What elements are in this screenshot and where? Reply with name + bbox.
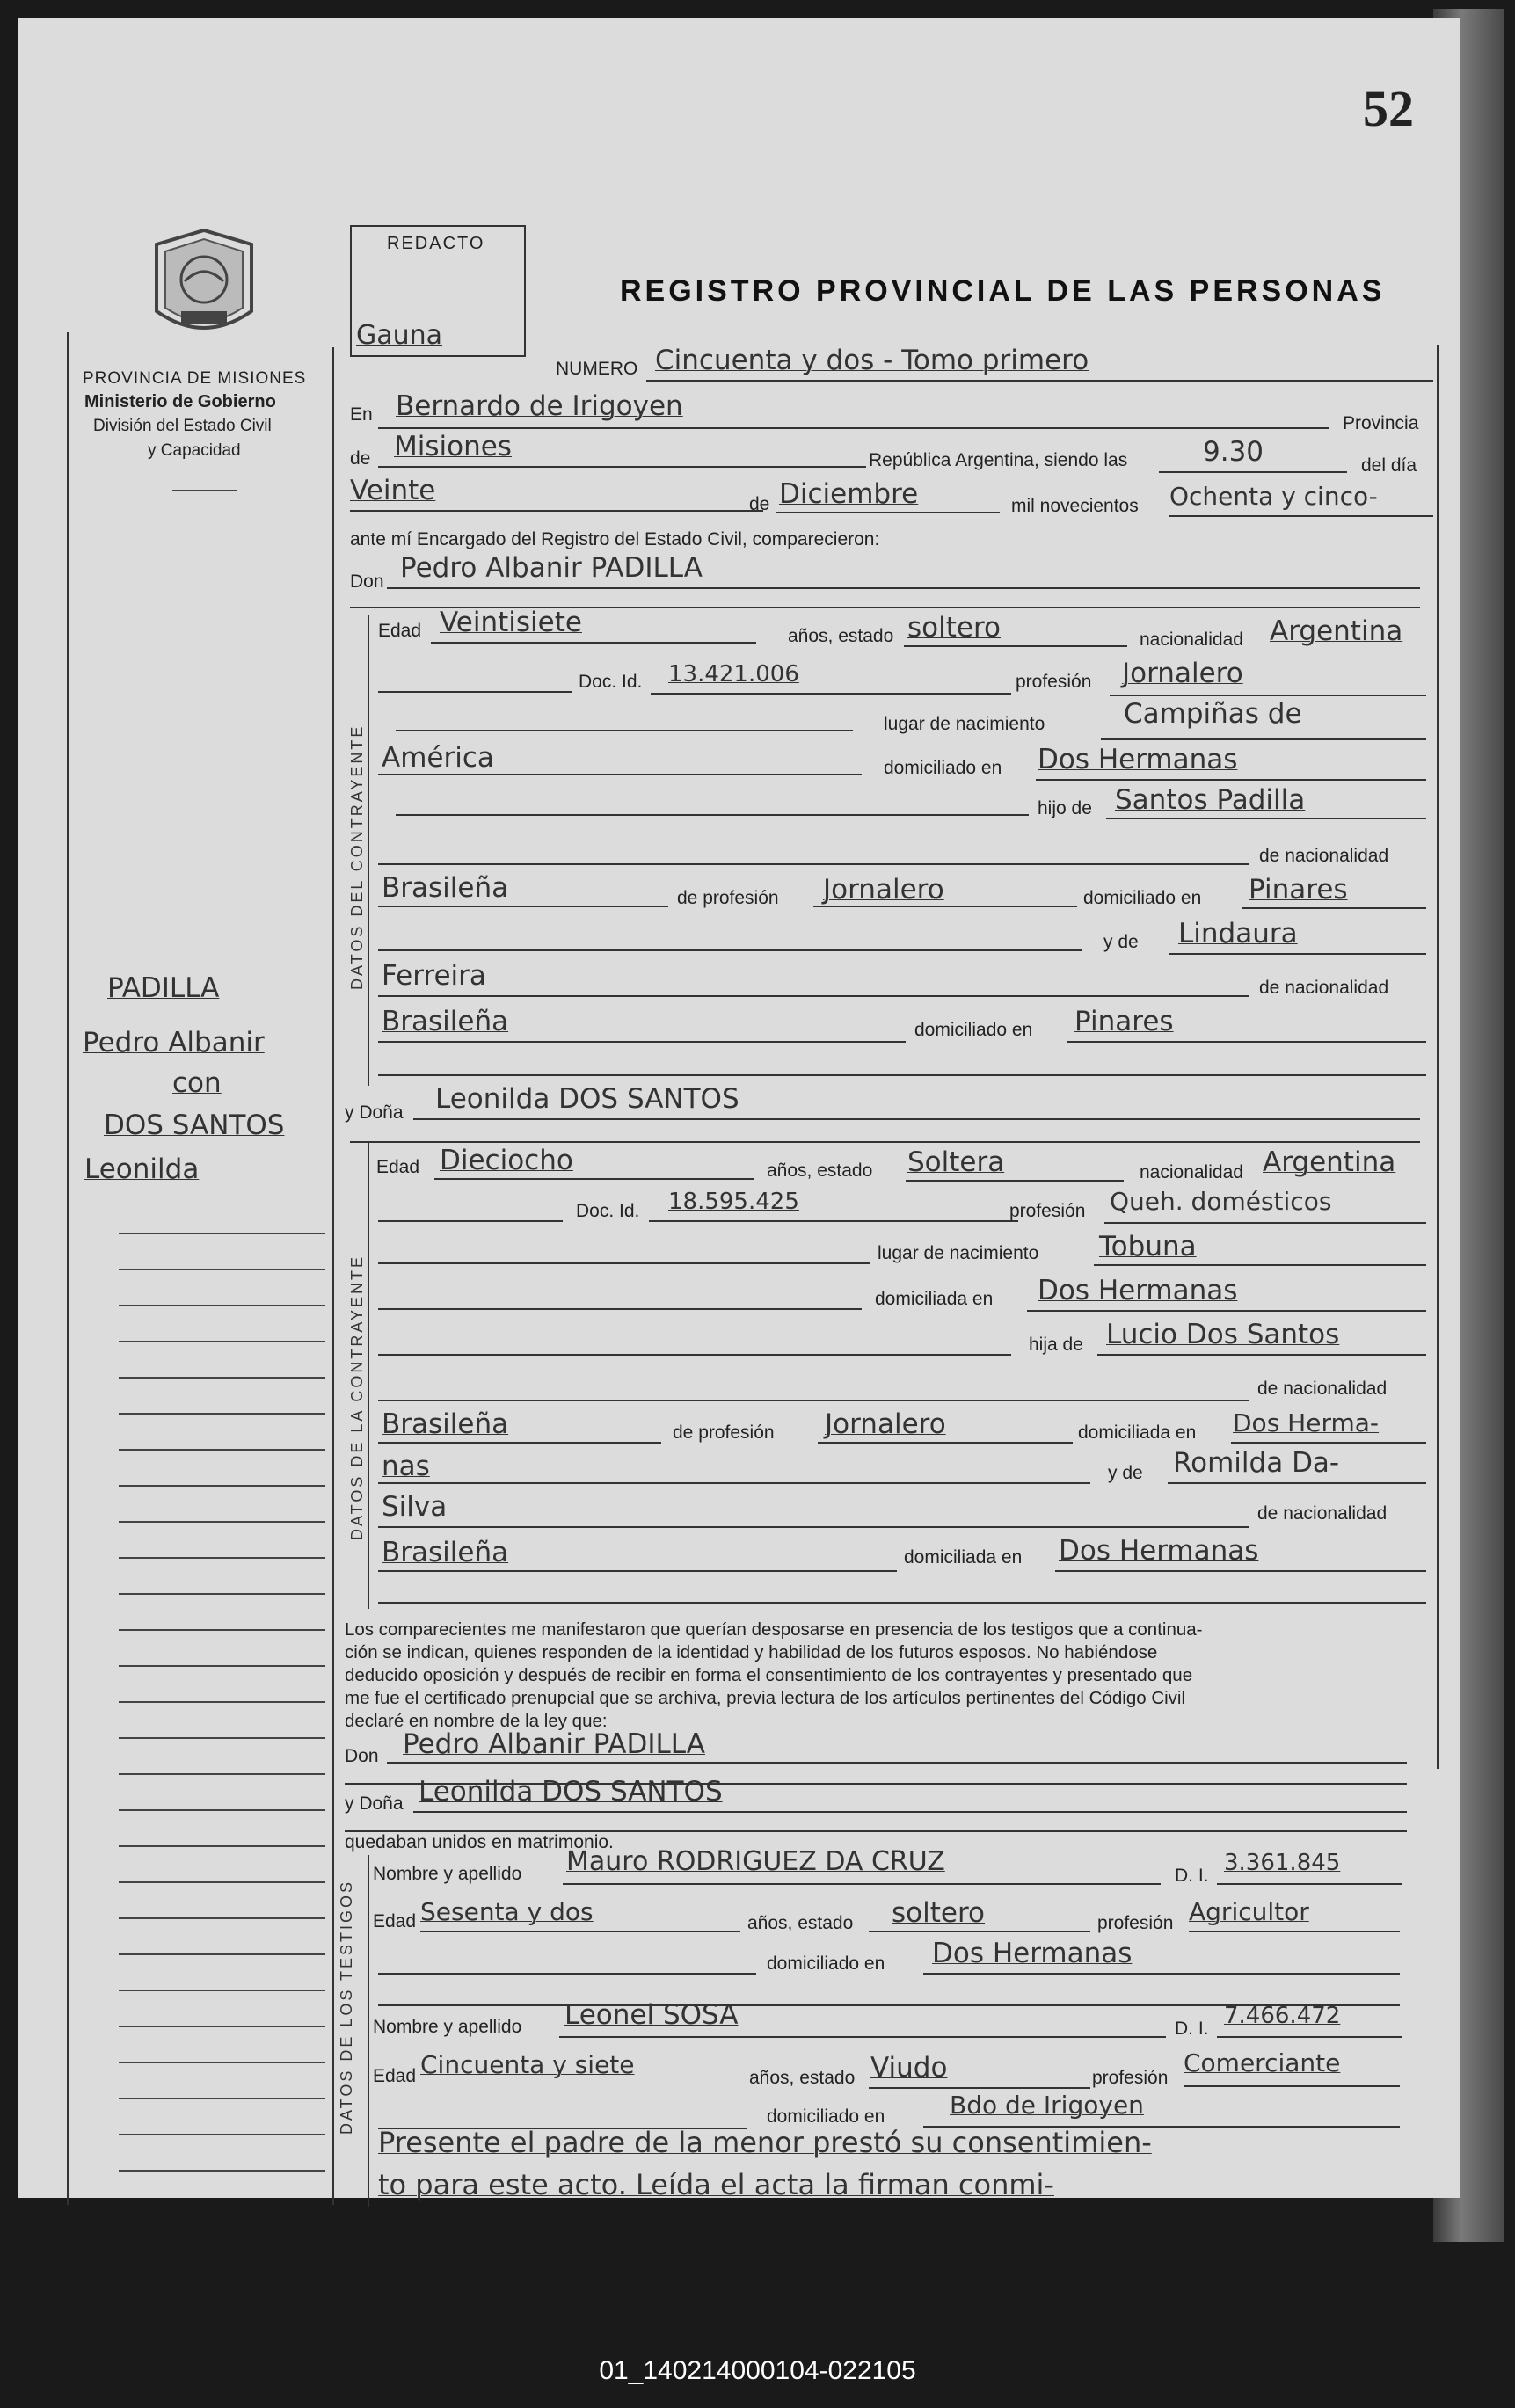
margin-ruled-line [119, 1269, 325, 1270]
c-lugar2-value: América [382, 742, 494, 774]
c-madre-dom-label: domiciliado en [914, 1020, 1033, 1040]
a-dom-fill [1027, 1310, 1426, 1312]
a-padre-value: Lucio Dos Santos [1106, 1319, 1340, 1350]
c-hijo-pre-fill [396, 814, 1029, 816]
a-edad-label: Edad [376, 1157, 420, 1177]
margin-ruled-line [119, 1485, 325, 1487]
a-estado-value: Soltera [907, 1146, 1005, 1178]
margin-column-right-border [332, 347, 334, 2205]
de-mes-label: de [749, 494, 770, 514]
a-lugar-label: lugar de nacimiento [878, 1243, 1039, 1263]
c-edad-fill [431, 642, 756, 644]
declaracion-line3: deducido oposición y después de recibir en forma el consentimiento de los contrayentes y presentado que [345, 1665, 1193, 1685]
a-madre-dom-fill [1055, 1570, 1426, 1572]
c-madre-nac-value: Brasileña [382, 1006, 509, 1037]
t1-nombre-label: Nombre y apellido [373, 1864, 522, 1884]
t1-di-value: 3.361.845 [1224, 1850, 1341, 1876]
a-madre-dom-label: domiciliada en [904, 1547, 1023, 1568]
c-madre-value: Lindaura [1178, 918, 1298, 949]
c-pad-nac-pre-fill [378, 863, 1249, 865]
margin-ruled-line [119, 1557, 325, 1559]
margin-ruled-line [119, 1737, 325, 1739]
a-madre-nac-fill [378, 1570, 897, 1572]
margin-ruled-line [119, 2134, 325, 2135]
provincia-label: Provincia [1343, 413, 1419, 433]
a-lugar-value: Tobuna [1099, 1231, 1197, 1262]
quedaban-text: quedaban unidos en matrimonio. [345, 1832, 614, 1852]
t1-nombre-value: Mauro RODRIGUEZ DA CRUZ [566, 1846, 945, 1877]
hora-value: 9.30 [1203, 436, 1264, 468]
hora-fill-line [1159, 471, 1347, 473]
a-madre-pre-fill [378, 1482, 1090, 1484]
province-seal-icon [149, 227, 259, 348]
numero-label: NUMERO [556, 359, 638, 379]
c-lugar-label: lugar de nacimiento [884, 714, 1045, 734]
contrayente-nombre: Pedro Albanir PADILLA [400, 552, 703, 584]
c-padre-dom-value: Pinares [1249, 874, 1348, 906]
a-padre-prof-value: Jornalero [825, 1408, 946, 1440]
declaracion-line2: ción se indican, quienes responden de la identidad y habilidad de los futuros esposos. No habiéndose [345, 1642, 1158, 1662]
a-prof-label: profesión [1009, 1201, 1086, 1221]
a-nac-label: nacionalidad [1140, 1162, 1243, 1182]
c-estado-value: soltero [907, 612, 1001, 644]
a-edad-fill [434, 1178, 754, 1180]
c-prof-fill [1110, 695, 1426, 696]
margin-ruled-line [119, 1449, 325, 1451]
contrayenta-side-label: DATOS DE LA CONTRAYENTE [348, 1254, 366, 1540]
a-doc-value: 18.595.425 [668, 1189, 799, 1215]
a-edad-value: Dieciocho [440, 1145, 573, 1176]
a-madre2-fill [378, 1526, 1249, 1528]
c-nac-value: Argentina [1270, 615, 1403, 647]
c-madre-nac-fill [378, 1041, 906, 1043]
a-madre-dom-value: Dos Hermanas [1059, 1535, 1259, 1567]
c-dom-label: domiciliado en [884, 758, 1002, 778]
c-padre-dom-label: domiciliado en [1083, 888, 1202, 908]
c-lugar-fill [1101, 738, 1426, 740]
t2-edad-value: Cincuenta y siete [420, 2050, 635, 2079]
c-padre-dom-fill [1242, 907, 1426, 909]
testigos-section-border [368, 1855, 369, 2207]
margin-note-name: Pedro Albanir [83, 1027, 265, 1059]
t1-edad-value: Sesenta y dos [420, 1897, 594, 1926]
margin-ruled-line [119, 1413, 325, 1415]
margin-ruled-line [119, 1305, 325, 1306]
a-padre-prof-label: de profesión [673, 1422, 775, 1443]
declaracion-line1: Los comparecientes me manifestaron que querían desposarse en presencia de los testigos que a continua- [345, 1619, 1203, 1640]
margin-ruled-line [119, 1809, 325, 1811]
anio-value: Ochenta y cinco- [1169, 482, 1378, 511]
header-divider [172, 490, 237, 491]
t2-nombre-label: Nombre y apellido [373, 2017, 522, 2037]
c-doc-fill [651, 693, 1011, 695]
a-anios-label: años, estado [767, 1160, 873, 1181]
c-lugar-value: Campiñas de [1124, 698, 1302, 730]
t1-dom-fill [923, 1973, 1400, 1975]
a-padre-nac-fill [378, 1442, 661, 1444]
c-doc-value: 13.421.006 [668, 661, 799, 687]
t2-nombre-value: Leonel SOSA [564, 1999, 739, 2031]
a-padre-dom-fill [1231, 1442, 1426, 1444]
a-doc-label: Doc. Id. [576, 1201, 640, 1221]
a-hija-label: hija de [1029, 1335, 1083, 1355]
t2-prof-label: profesión [1092, 2068, 1169, 2088]
margin-note-surname2: DOS SANTOS [104, 1109, 285, 1141]
a-madre-value: Romilda Da- [1173, 1447, 1340, 1479]
c-lugar-pre-fill [396, 730, 853, 731]
mil-label: mil novecientos [1011, 496, 1139, 516]
footer-caption: 01_140214000104-022105 [599, 2356, 916, 2385]
redacto-value: Gauna [356, 320, 443, 351]
page-number: 52 [1363, 80, 1414, 137]
contrayenta-nombre: Leonilda DOS SANTOS [435, 1083, 739, 1115]
t2-di-value: 7.466.472 [1224, 2003, 1341, 2029]
c-edad-label: Edad [378, 621, 422, 641]
c-padre-prof-label: de profesión [677, 888, 779, 908]
t1-di-label: D. I. [1175, 1866, 1209, 1886]
a-lugar-pre-fill [378, 1262, 870, 1264]
a-madre2-value: Silva [382, 1491, 448, 1523]
c-lugar2-fill [378, 774, 862, 775]
margin-ruled-line [119, 1593, 325, 1595]
t2-estado-value: Viudo [870, 2052, 948, 2084]
c-prof-label: profesión [1016, 672, 1092, 692]
c-dom-value: Dos Hermanas [1038, 744, 1238, 775]
margin-ruled-line [119, 1377, 325, 1379]
margin-note-name2: Leonilda [84, 1153, 200, 1185]
y-dona-label: y Doña [345, 1102, 404, 1123]
t1-di-fill [1217, 1883, 1402, 1885]
a-end-fill [378, 1602, 1426, 1604]
provincia-fill-line [378, 466, 866, 468]
margin-ruled-line [119, 1521, 325, 1523]
en-label: En [350, 404, 373, 425]
c-end-fill [378, 1074, 1426, 1076]
c-madre-dom-value: Pinares [1074, 1006, 1174, 1037]
t2-prof-fill [1184, 2085, 1400, 2087]
a-madre-fill [1168, 1482, 1426, 1484]
margin-note-surname: PADILLA [107, 972, 220, 1004]
a-madre-nac-value: Brasileña [382, 1537, 509, 1568]
c-padre-nac-fill [378, 906, 668, 907]
decl-don-value: Pedro Albanir PADILLA [403, 1728, 705, 1760]
ante-text: ante mí Encargado del Registro del Estado Civil, comparecieron: [350, 529, 880, 549]
c-madre2-fill [378, 995, 1249, 997]
redacto-label: REDACTO [387, 234, 485, 253]
declaracion-line5: declaré en nombre de la ley que: [345, 1711, 608, 1731]
t2-prof-value: Comerciante [1184, 2048, 1341, 2077]
c-doc-label: Doc. Id. [579, 672, 643, 692]
c-anios-label: años, estado [788, 626, 894, 646]
document-title: REGISTRO PROVINCIAL DE LAS PERSONAS [620, 274, 1386, 308]
margin-note-con: con [172, 1067, 222, 1099]
a-doc-pre-fill [378, 1220, 563, 1222]
margin-ruled-line [119, 2098, 325, 2099]
t2-di-fill [1217, 2036, 1402, 2038]
a-madre-nac-label: de nacionalidad [1257, 1503, 1388, 1524]
margin-ruled-line [119, 1917, 325, 1919]
c-madre-pre-fill [378, 949, 1082, 951]
a-y-de-label: y de [1108, 1463, 1143, 1483]
t2-edad-label: Edad [373, 2066, 417, 2086]
division-line2: y Capacidad [148, 441, 241, 460]
a-padre-dom2-value: nas [382, 1451, 430, 1482]
t1-edad-label: Edad [373, 1911, 417, 1931]
nota-line2: to para este acto. Leída el acta la firman conmi- [378, 2168, 1054, 2201]
margin-ruled-line [119, 2062, 325, 2063]
decl-don-fill [387, 1762, 1407, 1764]
t2-anios-label: años, estado [749, 2068, 856, 2088]
t1-prof-value: Agricultor [1189, 1897, 1309, 1926]
division-line1: División del Estado Civil [93, 417, 272, 435]
t2-nombre-fill [559, 2036, 1166, 2038]
c-doc-pre-fill [378, 691, 572, 693]
c-madre-fill [1169, 953, 1426, 955]
t1-nombre-fill [563, 1883, 1161, 1885]
don-fill-line [387, 587, 1420, 589]
a-padre-fill [1097, 1354, 1426, 1356]
t1-prof-label: profesión [1097, 1913, 1174, 1933]
republica-label: República Argentina, siendo las [869, 450, 1128, 470]
dia-fill-line [350, 510, 763, 512]
a-dom-value: Dos Hermanas [1038, 1275, 1238, 1306]
t1-edad-fill [420, 1931, 740, 1932]
ministry-name: Ministerio de Gobierno [84, 392, 276, 411]
nota-line1: Presente el padre de la menor prestó su consentimien- [378, 2126, 1152, 2159]
c-madre-nac-label: de nacionalidad [1259, 978, 1389, 998]
decl-don-label: Don [345, 1746, 379, 1766]
a-lugar-fill [1094, 1264, 1426, 1266]
a-padre-dom-label: domiciliada en [1078, 1422, 1197, 1443]
a-dom-label: domiciliada en [875, 1289, 994, 1309]
contrayente-section-border [368, 615, 369, 1086]
c-padre-nac-label: de nacionalidad [1259, 846, 1389, 866]
t1-prof-fill [1189, 1931, 1400, 1932]
province-name: PROVINCIA DE MISIONES [83, 369, 307, 388]
contrayente-side-label: DATOS DEL CONTRAYENTE [348, 724, 366, 990]
don-label: Don [350, 571, 384, 592]
c-padre-nac-value: Brasileña [382, 872, 509, 904]
margin-column-left-border [67, 332, 69, 2205]
testigos-side-label: DATOS DE LOS TESTIGOS [338, 1879, 355, 2135]
c-hijo-label: hijo de [1038, 798, 1092, 818]
c-madre2-value: Ferreira [382, 960, 486, 992]
a-padre-nac-value: Brasileña [382, 1408, 509, 1440]
numero-value: Cincuenta y dos - Tomo primero [655, 345, 1089, 376]
margin-ruled-line [119, 1990, 325, 1991]
t1-estado-fill [869, 1931, 1090, 1932]
c-madre-dom-fill [1067, 1041, 1426, 1043]
c-estado-fill [904, 645, 1127, 647]
c-padre-fill [1106, 818, 1426, 819]
mes-fill-line [776, 512, 1000, 513]
t1-anios-label: años, estado [747, 1913, 854, 1933]
a-estado-fill [906, 1180, 1124, 1182]
mes-value: Diciembre [779, 478, 919, 510]
en-fill-line [378, 427, 1329, 429]
y-dona-fill [413, 1118, 1420, 1120]
a-doc-fill [649, 1220, 1018, 1222]
contrayenta-section-border [368, 1143, 369, 1609]
a-prof-fill [1104, 1222, 1426, 1224]
numero-fill-line [646, 380, 1433, 382]
t1-dom-pre-fill [378, 1973, 756, 1975]
a-padre-prof-fill [818, 1442, 1073, 1444]
margin-ruled-line [119, 2170, 325, 2172]
provincia-value: Misiones [394, 431, 512, 462]
margin-ruled-line [119, 1629, 325, 1631]
t1-dom-label: domiciliado en [767, 1953, 885, 1974]
margin-ruled-line [119, 1881, 325, 1883]
t2-dom-value: Bdo de Irigoyen [950, 2091, 1144, 2120]
t2-dom-label: domiciliado en [767, 2106, 885, 2127]
a-prof-value: Queh. domésticos [1110, 1187, 1332, 1216]
y-dona-fill-2 [350, 1141, 1420, 1143]
margin-ruled-line [119, 2026, 325, 2027]
c-y-de-label: y de [1103, 932, 1139, 952]
margin-ruled-line [119, 1665, 325, 1667]
c-dom-fill [1036, 779, 1426, 781]
del-dia-label: del día [1361, 455, 1417, 476]
margin-ruled-line [119, 1701, 325, 1703]
t1-dom-value: Dos Hermanas [932, 1938, 1133, 1969]
form-right-border [1437, 345, 1439, 1769]
a-padre-nac-label: de nacionalidad [1257, 1379, 1388, 1399]
t1-estado-value: soltero [892, 1897, 985, 1929]
c-padre-prof-value: Jornalero [823, 874, 944, 906]
decl-dona-label: y Doña [345, 1793, 404, 1814]
c-nac-label: nacionalidad [1140, 629, 1243, 650]
localidad-value: Bernardo de Irigoyen [396, 390, 683, 422]
de-label: de [350, 448, 371, 469]
a-pad-nac-pre-fill [378, 1400, 1249, 1401]
declaracion-line4: me fue el certificado prenupcial que se archiva, previa lectura de los artículos pertinentes del Código Civil [345, 1688, 1186, 1708]
anio-fill-line [1169, 515, 1433, 517]
a-nac-value: Argentina [1263, 1146, 1396, 1178]
a-dom-pre-fill [378, 1308, 862, 1310]
c-prof-value: Jornalero [1122, 658, 1243, 689]
t2-di-label: D. I. [1175, 2019, 1209, 2039]
margin-ruled-line [119, 1845, 325, 1847]
t2-estado-fill [869, 2087, 1090, 2089]
margin-ruled-line [119, 1233, 325, 1234]
margin-ruled-line [119, 1953, 325, 1955]
a-hija-pre-fill [378, 1354, 1011, 1356]
margin-ruled-line [119, 1341, 325, 1342]
a-padre-dom-value: Dos Herma- [1233, 1408, 1380, 1437]
c-padre-value: Santos Padilla [1115, 784, 1306, 816]
dia-value: Veinte [350, 475, 436, 506]
c-edad-value: Veintisiete [440, 607, 582, 638]
margin-ruled-line [119, 1773, 325, 1775]
c-padre-prof-fill [813, 906, 1077, 907]
decl-dona-fill [413, 1811, 1407, 1813]
decl-dona-value: Leonilda DOS SANTOS [419, 1776, 723, 1808]
